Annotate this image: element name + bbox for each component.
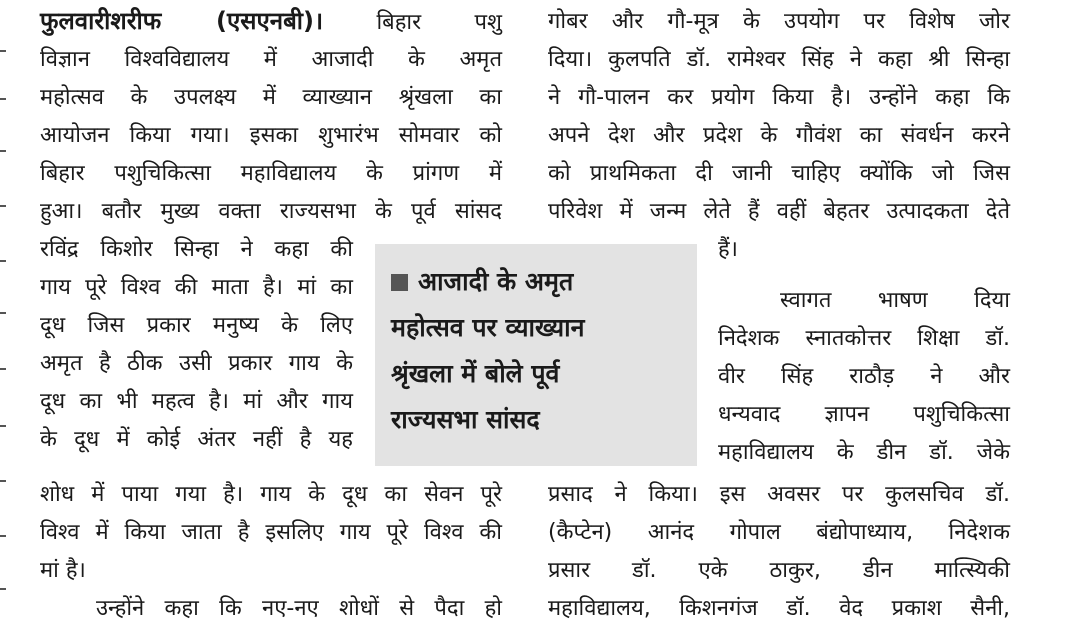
- body-line: विश्व में किया जाता है इसलिए गाय पूरे विश्व की: [40, 520, 502, 545]
- body-line: (कैप्टेन) आनंद गोपाल बंद्योपाध्याय, निदेशक: [548, 520, 1010, 545]
- body-line: हैं।: [718, 237, 739, 262]
- body-line: बिहार पशुचिकित्सा महाविद्यालय के प्रांगण में: [40, 161, 502, 186]
- body-line: ने गौ-पालन कर प्रयोग किया है। उन्होंने कहा कि: [548, 85, 1010, 110]
- margin-mark: [0, 98, 6, 100]
- body-line: परिवेश में जन्म लेते हैं वहीं बेहतर उत्पादकता देते: [548, 199, 1010, 224]
- margin-mark: [0, 312, 6, 314]
- dateline-line: [40, 3, 502, 40]
- body-line: हुआ। बतौर मुख्य वक्ता राज्यसभा के पूर्व सांसद: [40, 199, 502, 224]
- square-bullet-icon: [391, 274, 408, 291]
- body-line: स्वागत भाषण दिया: [780, 288, 1010, 313]
- body-line: गोबर और गौ-मूत्र के उपयोग पर विशेष जोर: [548, 9, 1010, 34]
- body-line: गाय पूरे विश्व की माता है। मां का: [40, 275, 353, 300]
- body-line: के दूध में कोई अंतर नहीं है यह: [40, 427, 353, 452]
- dateline: फुलवारीशरीफ (एसएनबी)।: [40, 7, 324, 35]
- body-line: दूध जिस प्रकार मनुष्य के लिए: [40, 313, 353, 338]
- margin-mark: [0, 205, 6, 207]
- body-line: उन्होंने कहा कि नए-नए शोधों से पैदा हो: [96, 596, 502, 621]
- callout-line-2: महोत्सव पर व्याख्यान: [391, 313, 585, 342]
- body-line: शोध में पाया गया है। गाय के दूध का सेवन पूरे: [40, 482, 502, 507]
- body-text: बिहार पशु: [323, 10, 502, 35]
- body-line: अमृत है ठीक उसी प्रकार गाय के: [40, 351, 353, 376]
- margin-mark: [0, 425, 6, 427]
- callout-line-1: [391, 260, 573, 304]
- margin-mark: [0, 260, 6, 262]
- body-line: प्रसार डॉ. एके ठाकुर, डीन मात्स्यिकी: [548, 558, 1010, 583]
- body-line: मां है।: [40, 558, 86, 583]
- margin-mark: [0, 50, 6, 52]
- body-line: आयोजन किया गया। इसका शुभारंभ सोमवार को: [40, 123, 502, 148]
- margin-mark: [0, 588, 6, 590]
- margin-mark: [0, 480, 6, 482]
- callout-text: आजादी के अमृत: [418, 267, 574, 296]
- body-line: महोत्सव के उपलक्ष्य में व्याख्यान श्रृंखला का: [40, 85, 502, 110]
- margin-mark: [0, 368, 6, 370]
- margin-mark: [0, 150, 6, 152]
- body-line: को प्राथमिकता दी जानी चाहिए क्योंकि जो जिस: [548, 161, 1010, 186]
- body-line: निदेशक स्नातकोत्तर शिक्षा डॉ.: [718, 326, 1010, 351]
- body-line: दूध का भी महत्व है। मां और गाय: [40, 389, 353, 414]
- callout-line-3: श्रृंखला में बोले पूर्व: [391, 359, 560, 388]
- body-line: दिया। कुलपति डॉ. रामेश्वर सिंह ने कहा श्री सिन्हा: [548, 47, 1010, 72]
- body-line: अपने देश और प्रदेश के गौवंश का संवर्धन करने: [548, 123, 1010, 148]
- body-line: महाविद्यालय, किशनगंज डॉ. वेद प्रकाश सैनी,: [548, 596, 1010, 621]
- margin-mark: [0, 535, 6, 537]
- body-line: वीर सिंह राठौड़ ने और: [718, 364, 1010, 389]
- body-line: रविंद्र किशोर सिन्हा ने कहा की: [40, 237, 353, 262]
- body-line: विज्ञान विश्वविद्यालय में आजादी के अमृत: [40, 47, 502, 72]
- body-line: प्रसाद ने किया। इस अवसर पर कुलसचिव डॉ.: [548, 482, 1010, 507]
- callout-line-4: राज्यसभा सांसद: [391, 405, 540, 434]
- body-line: धन्यवाद ज्ञापन पशुचिकित्सा: [718, 402, 1010, 427]
- callout-box: [375, 244, 697, 466]
- body-line: महाविद्यालय के डीन डॉ. जेके: [718, 440, 1010, 465]
